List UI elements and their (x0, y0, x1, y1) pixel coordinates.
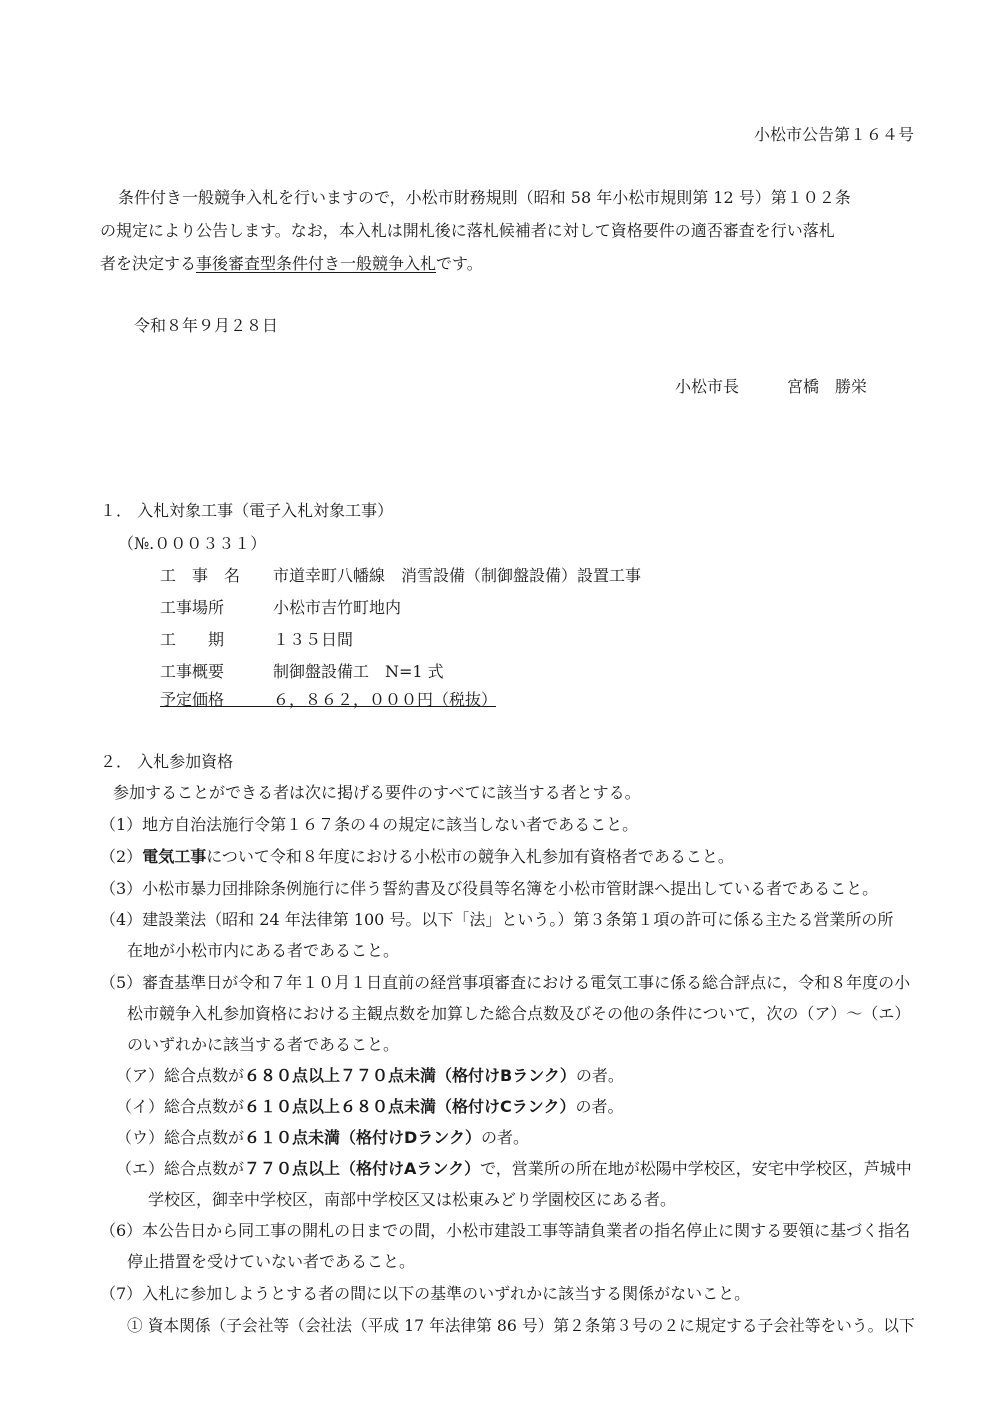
project-name-value: 市道幸町八幡線 消雪設備（制御盤設備）設置工事 (273, 566, 642, 585)
rank-d-pre: （ウ）総合点数が (116, 1128, 245, 1147)
requirement-2-post: について令和８年度における小松市の競争入札参加有資格者であること。 (206, 847, 734, 866)
project-location-value: 小松市吉竹町地内 (273, 598, 402, 617)
rank-b-post: の者。 (575, 1066, 624, 1085)
project-summary-label: 工事概要 (160, 662, 225, 681)
requirement-5-line-2: 松市競争入札参加資格における主観点数を加算した総合点数及びその他の条件について，次の（ア）～（エ） (127, 1004, 911, 1023)
signature-name: 宮橋 勝栄 (787, 377, 868, 396)
rank-b-bold: ６８０点以上７７０点未満（格付けBランク） (244, 1066, 576, 1085)
requirement-6-line-2: 停止措置を受けていない者であること。 (127, 1252, 416, 1271)
requirement-2 (100, 846, 734, 868)
intro-line-2: の規定により公告します。なお，本入札は開札後に落札候補者に対して資格要件の適否審査を行い落札 (100, 221, 835, 240)
rank-d-condition (116, 1127, 529, 1149)
requirement-5-line-3: のいずれかに該当する者であること。 (127, 1035, 400, 1054)
project-period-label: 工 期 (160, 630, 225, 649)
intro-line-1: 条件付き一般競争入札を行いますので，小松市財務規則（昭和 58 年小松市規則第 12 号）第１０２条 (118, 188, 851, 207)
rank-c-bold: ６１０点以上６８０点未満（格付けCランク） (244, 1097, 576, 1116)
tender-type-underlined: 事後審査型条件付き一般競争入札 (196, 254, 437, 273)
rank-a-pre: （エ）総合点数が (116, 1159, 245, 1178)
section2-lead: 参加することができる者は次に掲げる要件のすべてに該当する者とする。 (113, 783, 641, 802)
requirement-3: （3）小松市暴力団排除条例施行に伴う誓約書及び役員等名簿を小松市管財課へ提出している者であること。 (100, 879, 879, 898)
rank-c-pre: （イ）総合点数が (116, 1097, 245, 1116)
estimated-price-value: ６，８６２，０００円（税抜） (273, 690, 498, 709)
requirement-7-sub-1: ① 資本関係（子会社等（会社法（平成 17 年法律第 86 号）第２条第３号の２に規定する子会社等をいう。以下 (127, 1316, 915, 1335)
requirement-1: （1）地方自治法施行令第１６７条の４の規定に該当しない者であること。 (100, 815, 639, 834)
section1-heading: １． 入札対象工事（電子入札対象工事） (100, 501, 394, 520)
estimated-price-underline (160, 706, 496, 707)
intro-line-3-pre: 者を決定する (100, 254, 197, 273)
rank-a-bold: ７７０点以上（格付けAランク） (244, 1159, 481, 1178)
rank-a-condition (116, 1158, 912, 1180)
requirement-6-line-1: （6）本公告日から同工事の開札の日までの間，小松市建設工事等請負業者の指名停止に関する要領に基づく指名 (100, 1221, 911, 1240)
rank-d-post: の者。 (480, 1128, 529, 1147)
rank-c-condition (116, 1096, 623, 1118)
intro-line-3-post: です。 (436, 254, 483, 273)
intro-line-3 (100, 253, 483, 275)
rank-c-post: の者。 (575, 1097, 624, 1116)
requirement-4-line-1: （4）建設業法（昭和 24 年法律第 100 号。以下「法」という。）第３条第１項の許可に係る主たる営業所の所 (100, 910, 894, 929)
project-number: （№.０００３３１） (118, 534, 267, 553)
notice-date: 令和８年９月２８日 (134, 316, 279, 335)
section2-heading: ２． 入札参加資格 (100, 752, 234, 771)
project-name-label: 工 事 名 (160, 566, 241, 585)
signature-title: 小松市長 (675, 377, 740, 396)
rank-d-bold: ６１０点未満（格付けDランク） (244, 1128, 481, 1147)
estimated-price-label: 予定価格 (160, 690, 225, 709)
requirement-5-line-1: （5）審査基準日が令和７年１０月１日直前の経営事項審査における電気工事に係る総合評点に，令和８年度の小 (100, 973, 911, 992)
project-location-label: 工事場所 (160, 598, 225, 617)
project-period-value: １３５日間 (273, 630, 354, 649)
requirement-7: （7）入札に参加しようとする者の間に以下の基準のいずれかに該当する関係がないこと。 (100, 1284, 751, 1303)
rank-a-condition-line-2: 学校区，御幸中学校区，南部中学校区又は松東みどり学園校区にある者。 (148, 1190, 677, 1209)
requirement-2-pre: （2） (100, 847, 143, 866)
rank-b-pre: （ア）総合点数が (116, 1066, 245, 1085)
rank-a-post: で，営業所の所在地が松陽中学校区，安宅中学校区，芦城中 (480, 1159, 912, 1178)
notice-number: 小松市公告第１６４号 (753, 125, 914, 144)
rank-b-condition (116, 1065, 624, 1087)
project-summary-value: 制御盤設備工 N=1 式 (273, 662, 444, 681)
requirement-2-bold: 電気工事 (142, 847, 207, 866)
requirement-4-line-2: 在地が小松市内にある者であること。 (127, 941, 400, 960)
